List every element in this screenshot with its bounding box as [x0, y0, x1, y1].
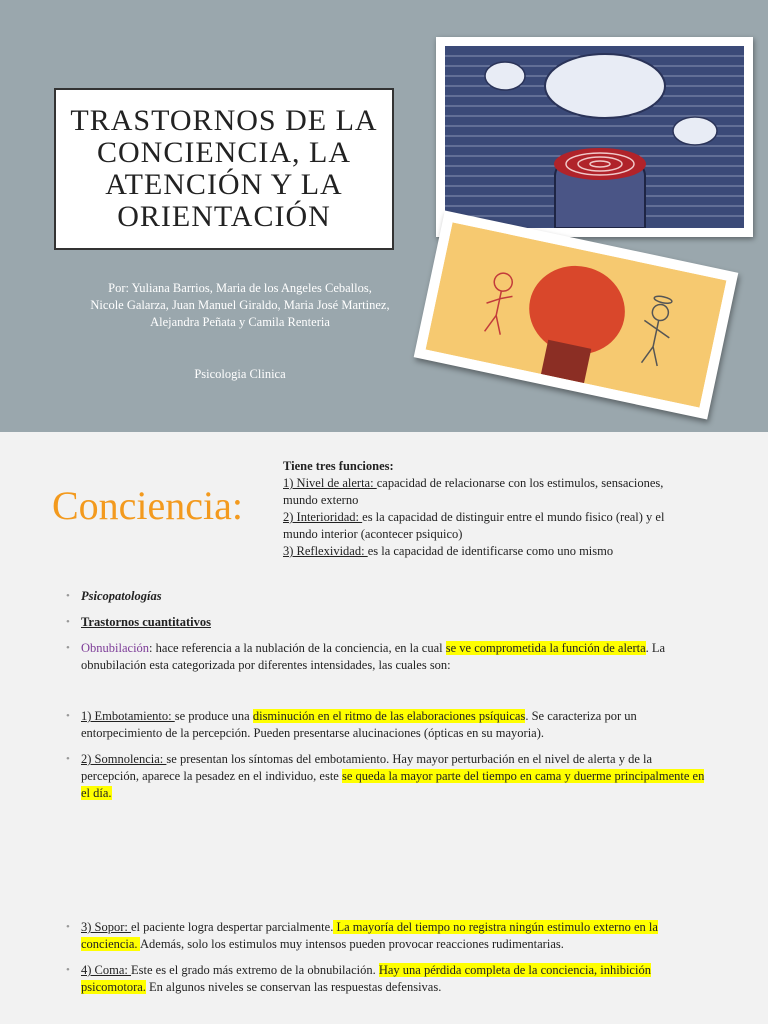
obnubilacion-text-a: : hace referencia a la nublación de la conciencia, en la cual	[149, 641, 446, 655]
course-text: Psicologia Clinica	[194, 367, 286, 381]
list-item	[66, 751, 706, 802]
head-angel-devil-illustration-icon	[426, 222, 727, 407]
embotamiento-highlight: disminución en el ritmo de las elaboraciones psíquicas	[252, 709, 526, 723]
authors-text: Por: Yuliana Barrios, Maria de los Angeles Ceballos, Nicole Galarza, Juan Manuel Giraldo, Maria José Martinez, Alejandra Peñata y Camila Renteria	[90, 281, 390, 329]
list-item	[66, 962, 706, 996]
function-2	[283, 509, 683, 543]
sopor-text-b: Además, solo los estimulos muy intensos pueden provocar reacciones rudimentarias.	[140, 937, 564, 951]
somnolencia-text-a: se presentan los síntomas del embotamiento. Hay mayor perturbación en el nivel de alerta y de la percepción, aparece la pesadez en el individuo, este	[81, 752, 653, 783]
embotamiento-text-a: se produce una	[174, 709, 253, 723]
title-box	[54, 88, 394, 250]
function-1-text: capacidad de relacionarse con los estimulos, sensaciones, mundo externo	[283, 476, 664, 507]
list-item	[66, 588, 706, 605]
function-1	[283, 475, 683, 509]
coma-highlight: Hay una pérdida completa de la conciencia, inhibición psicomotora.	[81, 963, 651, 994]
sopor-highlight: La mayoría del tiempo no registra ningún estimulo externo en la conciencia.	[81, 920, 658, 951]
function-3-label: 3) Reflexividad:	[283, 544, 368, 558]
embotamiento-label: 1) Embotamiento:	[81, 709, 175, 723]
functions-block	[283, 458, 683, 560]
function-3-text: es la capacidad de identificarse como uno mismo	[367, 544, 614, 558]
list-item	[66, 640, 706, 674]
trastornos-label: Trastornos cuantitativos	[81, 615, 211, 629]
embotamiento-text-b: . Se caracteriza por un entorpecimiento de la percepción. Pueden presentarse alucinaciones (ópticas en su mayoria).	[81, 709, 637, 740]
psicopatologias-label: Psicopatologías	[81, 589, 162, 603]
function-1-label: 1) Nivel de alerta:	[283, 476, 377, 490]
coma-text-a: Este es el grado más extremo de la obnubilación.	[131, 963, 379, 977]
sopor-text-a: el paciente logra despertar parcialmente.	[131, 920, 334, 934]
brain-maze-photo	[436, 37, 753, 237]
list-item	[66, 708, 706, 742]
function-2-label: 2) Interioridad:	[283, 510, 363, 524]
list-item	[66, 614, 706, 631]
bullet-list	[66, 588, 706, 811]
function-2-text: es la capacidad de distinguir entre el mundo fisico (real) y el mundo interior (acontecer psiquico)	[283, 510, 665, 541]
functions-head: Tiene tres funciones:	[283, 459, 394, 473]
list-item	[66, 919, 706, 953]
somnolencia-label: 2) Somnolencia:	[81, 752, 167, 766]
bullet-list-continued	[66, 919, 706, 1005]
function-3	[283, 543, 683, 560]
coma-label: 4) Coma:	[81, 963, 131, 977]
obnubilacion-highlight: se ve comprometida la función de alerta	[445, 641, 646, 655]
somnolencia-highlight: se queda la mayor parte del tiempo en cama y duerme principalmente en el día.	[81, 769, 705, 800]
obnubilacion-label: Obnubilación	[81, 641, 150, 655]
coma-text-b: En algunos niveles se conservan las respuestas defensivas.	[145, 980, 442, 994]
obnubilacion-text-b: . La obnubilación esta categorizada por diferentes intensidades, las cuales son:	[81, 641, 666, 672]
brain-maze-illustration-icon	[445, 46, 744, 228]
sopor-label: 3) Sopor:	[81, 920, 131, 934]
page-title: TRASTORNOS DE LA CONCIENCIA, LA ATENCIÓN Y LA ORIENTACIÓN	[70, 104, 378, 233]
title-slide	[0, 0, 768, 432]
head-angel-devil-photo	[414, 210, 739, 419]
section-title: Conciencia:	[52, 483, 244, 528]
concepts-slide	[0, 432, 768, 1024]
